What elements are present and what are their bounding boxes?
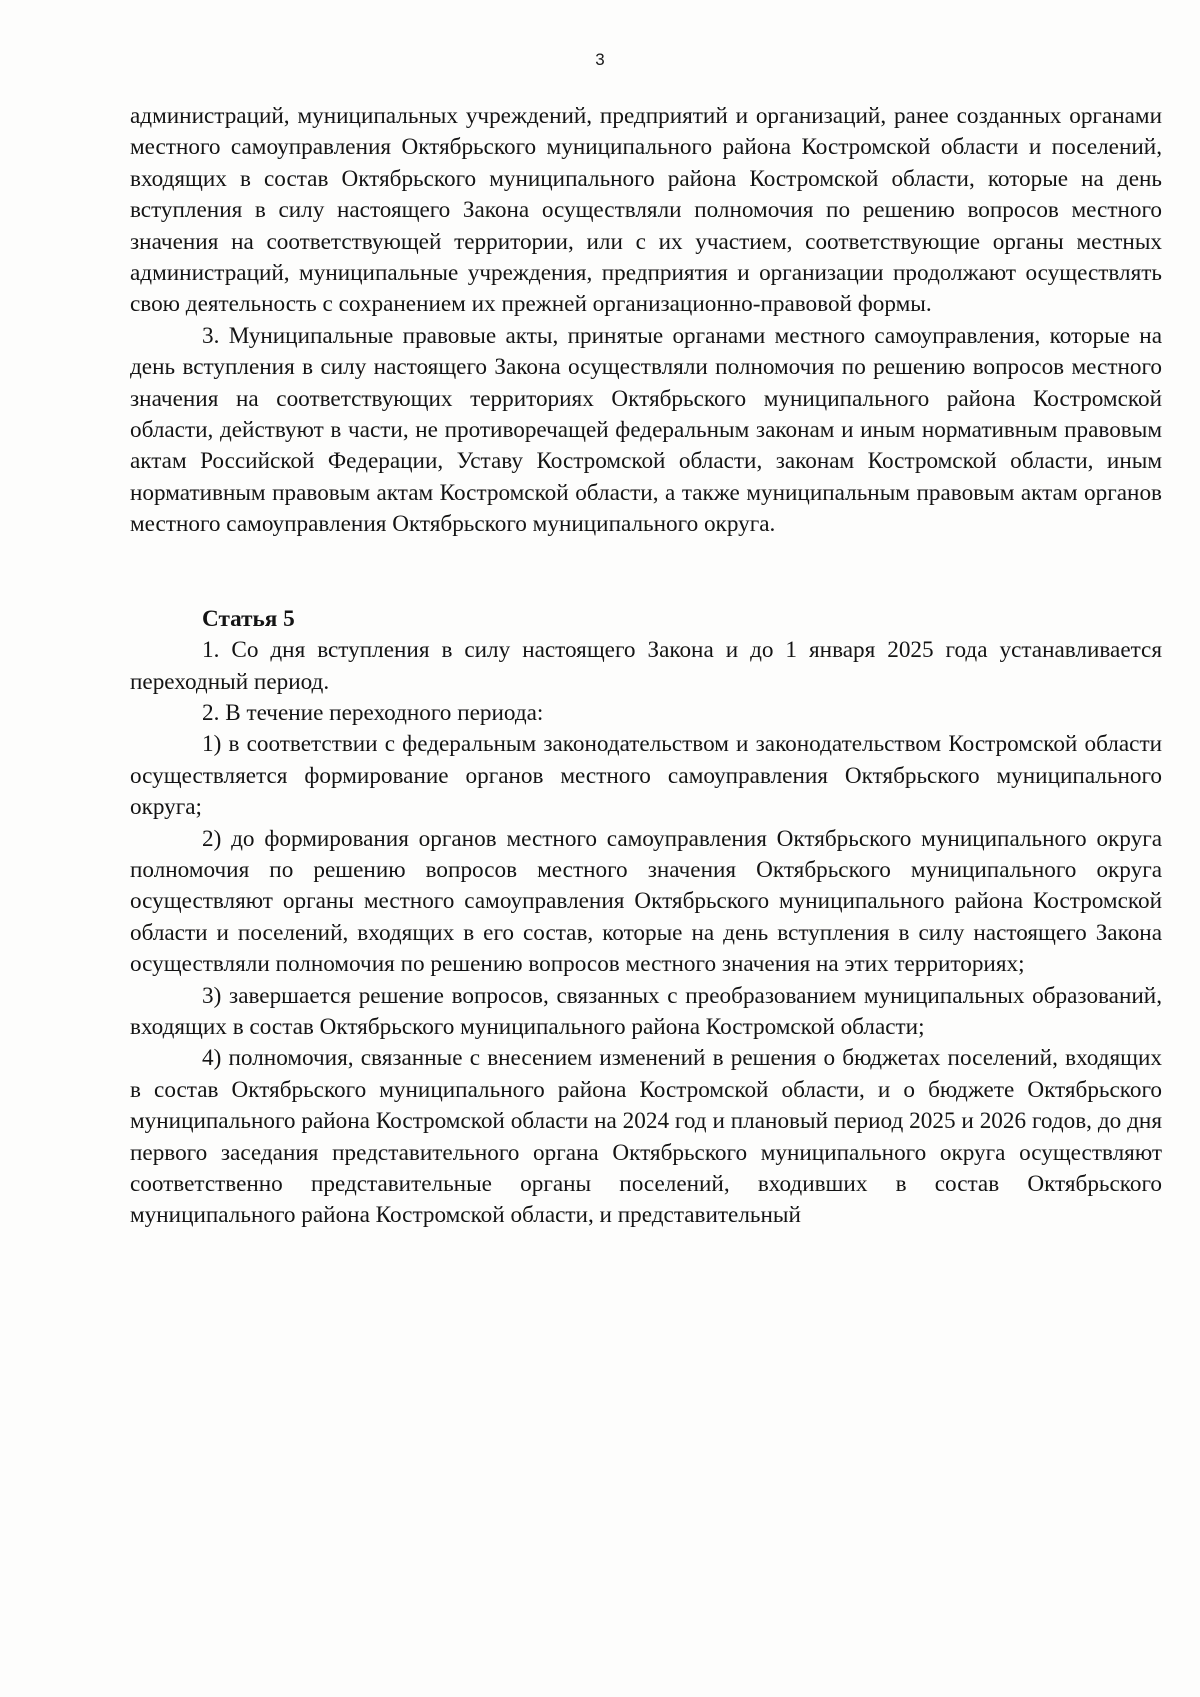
article5-subitem-4: 4) полномочия, связанные с внесением изменений в решения о бюджетах поселений, входящих в состав Октябрьского муниципального района Костромской области, и о бюджете Октябрьского муниципального района Костромской области на 2024 год и плановый период 2025 и 2026 годов, до дня первого заседания представительного органа Октябрьского муниципального округа осуществляют соответственно представительные органы поселений, входивших в состав Октябрьского муниципального района Костромской области, и представительный [130, 1045, 1162, 1229]
document-body [130, 101, 1162, 1232]
paragraph-continuation: администраций, муниципальных учреждений, предприятий и организаций, ранее созданных органами местного самоуправления Октябрьского муниципального района Костромской области и поселений, входящих в состав Октябрьского муниципального района Костромской области, которые на день вступления в силу настоящего Закона осуществляли полномочия по решению вопросов местного значения на соответствующей территории, или с их участием, соответствующие органы местных администраций, муниципальные учреждения, предприятия и организации продолжают осуществлять свою деятельность с сохранением их прежней организационно-правовой формы. [130, 103, 1162, 318]
article-heading: Статья 5 [202, 605, 295, 632]
section-spacer [130, 541, 1162, 604]
page-number: 3 [595, 50, 605, 69]
article5-subitem-3: 3) завершается решение вопросов, связанных с преобразованием муниципальных образований, входящих в состав Октябрьского муниципального района Костромской области; [130, 982, 1162, 1040]
article5-paragraph-1: 1. Со дня вступления в силу настоящего Закона и до 1 января 2025 года устанавливается переходный период. [130, 637, 1162, 695]
article5-subitem-1: 1) в соответствии с федеральным законодательством и законодательством Костромской области осуществляется формирование органов местного самоуправления Октябрьского муниципального округа; [130, 731, 1162, 821]
article5-paragraph-2: 2. В течение переходного периода: [202, 699, 544, 726]
paragraph-item-3: 3. Муниципальные правовые акты, принятые органами местного самоуправления, которые на день вступления в силу настоящего Закона осуществляли полномочия по решению вопросов местного значения на соответствующих территориях Октябрьского муниципального района Костромской области, действуют в части, не противоречащей федеральным законам и иным нормативным правовым актам Российской Федерации, Уставу Костромской области, законам Костромской области, иным нормативным правовым актам Костромской области, а также муниципальным правовым актам органов местного самоуправления Октябрьского муниципального округа. [130, 322, 1162, 538]
article5-subitem-2: 2) до формирования органов местного самоуправления Октябрьского муниципального округа полномочия по решению вопросов местного значения Октябрьского муниципального округа осуществляют органы местного самоуправления Октябрьского муниципального района Костромской области и поселений, входящих в его состав, которые на день вступления в силу настоящего Закона осуществляли полномочия по решению вопросов местного значения на этих территориях; [130, 825, 1162, 978]
